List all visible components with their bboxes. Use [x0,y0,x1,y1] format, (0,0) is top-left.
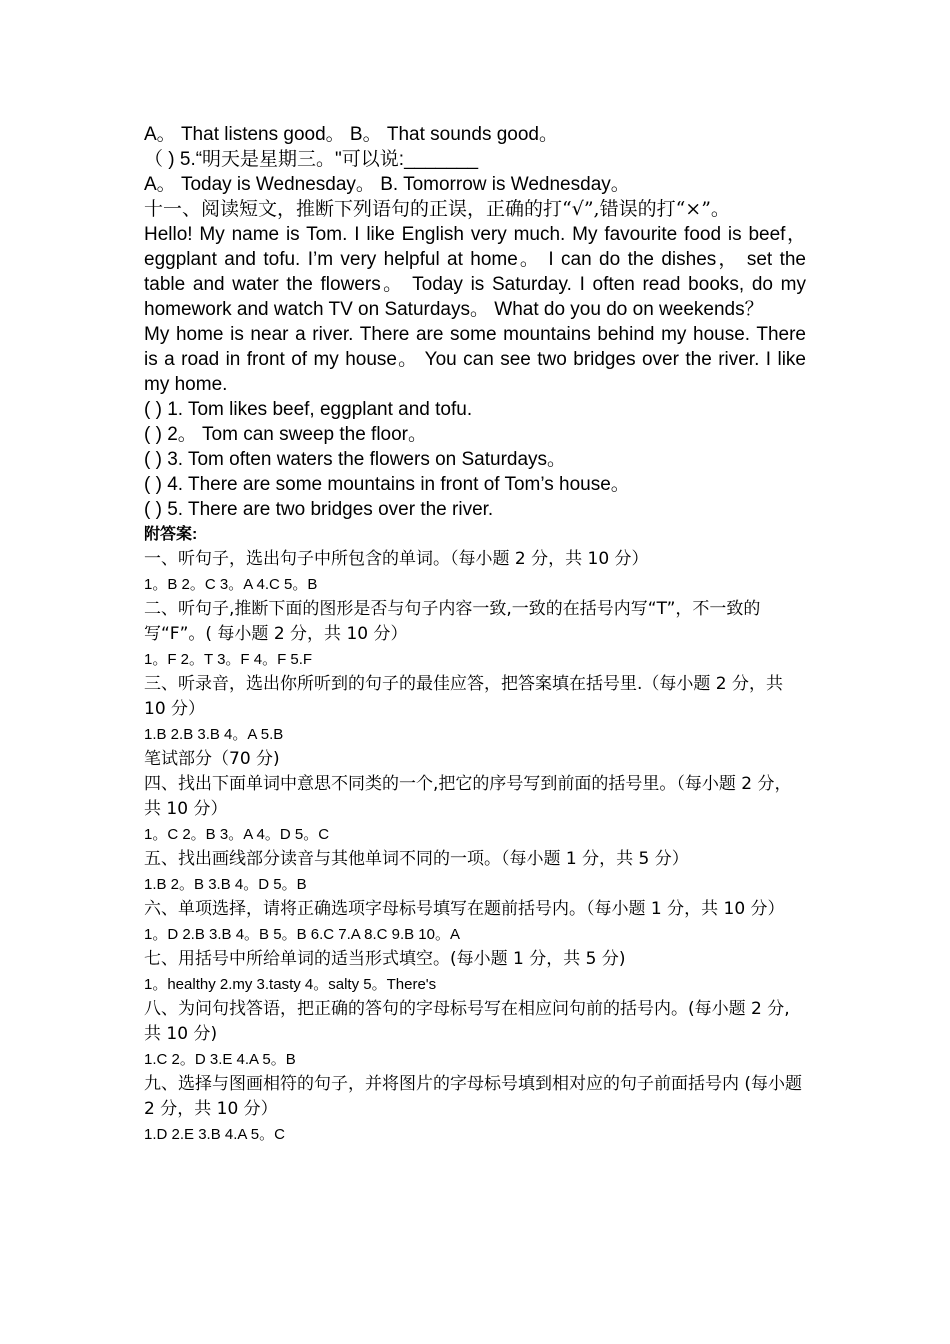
answer-section-title: 一、听句子，选出句子中所包含的单词。（每小题 2 分，共 10 分） [144,549,649,569]
answer-key: 1.C 2。D 3.E 4.A 5。B [144,1051,296,1068]
answer-section-title: 二、听句子,推断下面的图形是否与句子内容一致,一致的在括号内写“T”，不一致的写“F”。( 每小题 2 分，共 10 分） [144,599,761,644]
answer-key: 1.D 2.E 3.B 4.A 5。C [144,1126,285,1143]
reading-paragraph-1: Hello! My name is Tom. I like English very much. My favourite food is beef， eggplant and tofu. I’m very helpful at home。 I can do the dishes， set the table and water the flowers。 Today is Saturday. I often read books, do my homework and watch TV on Saturdays。 What do you do on weekends？ [144,224,806,320]
answer-key: 1。D 2.B 3.B 4。B 5。B 6.C 7.A 8.C 9.B 10。A [144,926,460,943]
answer-section-title: 五、找出画线部分读音与其他单词不同的一项。（每小题 1 分，共 5 分） [144,849,689,869]
answer-section-title: 九、选择与图画相符的句子，并将图片的字母标号填到相对应的句子前面括号内 (每小题 2 分，共 10 分） [144,1074,803,1119]
answer-key: 1.B 2.B 3.B 4。A 5.B [144,726,284,743]
question-item: ( ) 3. Tom often waters the flowers on Saturdays。 [144,449,567,470]
question-5-line: （ ) 5.“明天是星期三。"可以说:_______ [144,149,479,170]
answer-key: 1。F 2。T 3。F 4。F 5.F [144,651,313,668]
question-item: ( ) 1. Tom likes beef, eggplant and tofu. [144,399,473,420]
answer-key: 1。C 2。B 3。A 4。D 5。C [144,826,330,843]
answer-list [144,547,806,1147]
question-item: ( ) 2。 Tom can sweep the floor。 [144,424,427,445]
option-line-today-tomorrow: A。 Today is Wednesday。 B. Tomorrow is Wednesday。 [144,174,630,195]
answers-heading: 附答案: [144,526,198,543]
answer-key: 1.B 2。B 3.B 4。D 5。B [144,876,307,893]
written-part-title: 笔试部分（70 分) [144,749,280,769]
answer-section-title: 七、用括号中所给单词的适当形式填空。(每小题 1 分，共 5 分) [144,949,626,969]
answer-section-title: 八、为问句找答语，把正确的答句的字母标号写在相应问句前的括号内。(每小题 2 分,共 10 分) [144,999,790,1044]
answer-key: 1。healthy 2.my 3.tasty 4。salty 5。There's [144,976,437,993]
reading-paragraph-2: My home is near a river. There are some mountains behind my house. There is a road in front of my house。 You can see two bridges over the river. I like my home. [144,324,806,395]
option-line-a-b: A。 That listens good。 B。 That sounds good。 [144,124,558,145]
answer-key: 1。B 2。C 3。A 4.C 5。B [144,576,318,593]
answer-section-title: 四、找出下面单词中意思不同类的一个,把它的序号写到前面的括号里。（每小题 2 分，共 10 分） [144,774,792,819]
question-item: ( ) 5. There are two bridges over the river. [144,499,494,520]
question-item: ( ) 4. There are some mountains in front of Tom’s house。 [144,474,630,495]
answer-section-title: 三、听录音，选出你所听到的句子的最佳应答，把答案填在括号里.（每小题 2 分，共 10 分） [144,674,784,719]
document-page [144,122,806,1147]
answer-section-title: 六、单项选择，请将正确选项字母标号填写在题前括号内。（每小题 1 分，共 10 分） [144,899,785,919]
section-11-title: 十一、阅读短文，推断下列语句的正误，正确的打“√”,错误的打“×”。 [144,198,730,220]
